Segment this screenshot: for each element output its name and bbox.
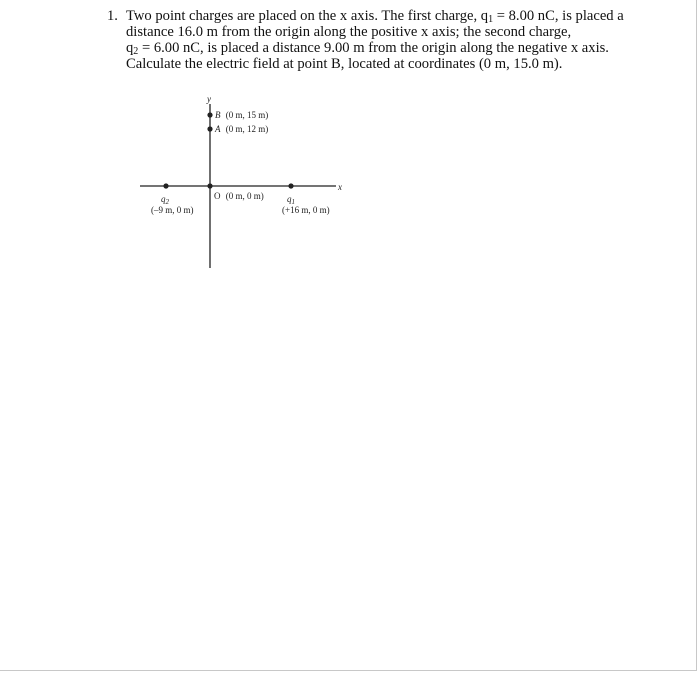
charge-q1-name: $q_1$ xyxy=(287,194,295,206)
origin-label: O (0 m, 0 m) xyxy=(214,191,264,201)
y-axis-label: y xyxy=(207,94,211,104)
charge-q2-coords: (–9 m, 0 m) xyxy=(151,205,194,215)
problem-line-2: distance 16.0 m from the origin along the positive x axis; the second charge, xyxy=(126,24,572,40)
point-b-label: B (0 m, 15 m) xyxy=(215,110,269,120)
charge-q2-name: $q_2$ xyxy=(161,194,169,206)
problem-number: 1. xyxy=(107,8,118,24)
charge-q1-coords: (+16 m, 0 m) xyxy=(282,205,330,215)
point-a-dot xyxy=(207,126,212,131)
charge-q2-dot xyxy=(163,183,168,188)
charge-q1-dot xyxy=(288,183,293,188)
origin-dot xyxy=(207,183,212,188)
x-axis-label: x xyxy=(338,182,342,192)
point-a-label: A (0 m, 12 m) xyxy=(215,124,269,134)
point-b-dot xyxy=(207,112,212,117)
problem-line-3: $q_2 = 6.00$ nC, is placed a distance 9.00 m from the origin along the negative x axis. xyxy=(126,40,609,57)
problem-line-1: Two point charges are placed on the x axis. The first charge, $q_1 = 8.00$ nC, is placed a xyxy=(126,8,624,25)
problem-line-4: Calculate the electric field at point B, located at coordinates (0 m, 15.0 m). xyxy=(126,56,563,72)
